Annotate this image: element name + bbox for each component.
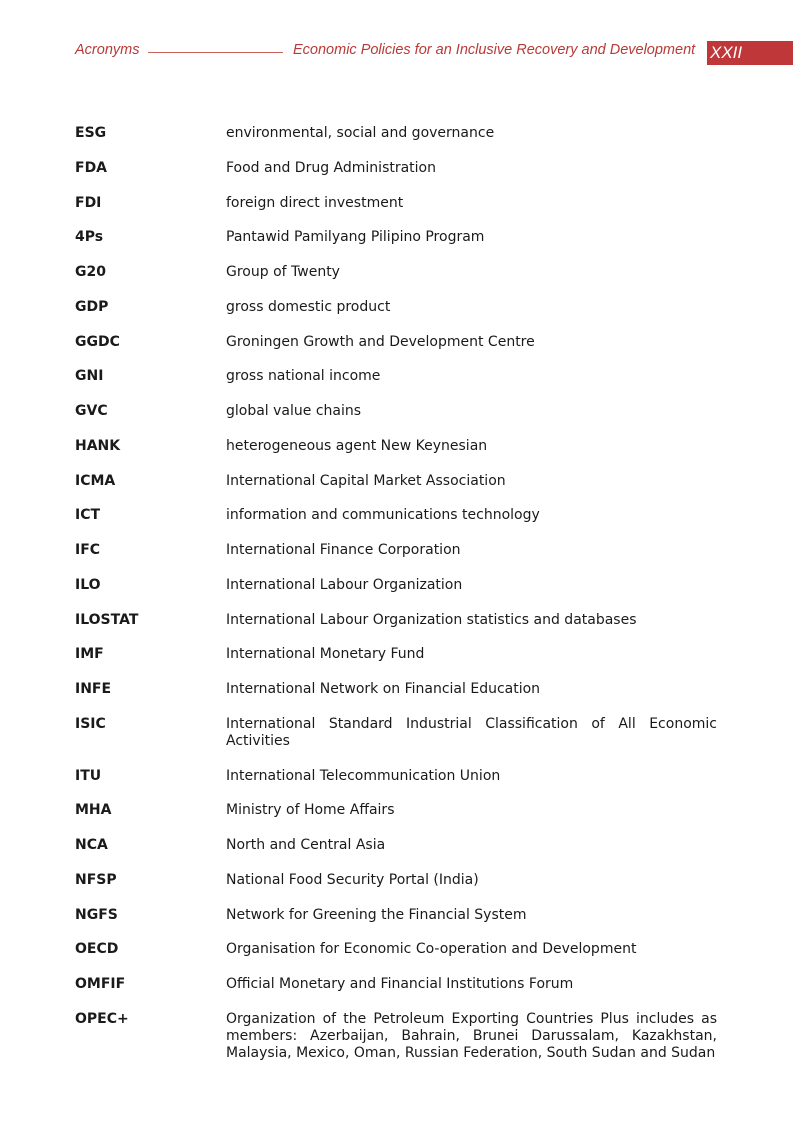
acronym-term: GGDC — [75, 333, 120, 350]
acronym-term: FDA — [75, 159, 108, 176]
acronym-definition: gross domestic product — [226, 298, 391, 315]
page-header — [0, 40, 793, 66]
acronym-row — [75, 264, 717, 281]
acronym-row — [75, 681, 717, 698]
acronym-row — [75, 403, 717, 420]
acronym-row — [75, 229, 717, 246]
acronym-definition: Ministry of Home Affairs — [226, 802, 395, 819]
acronym-definition: Official Monetary and Financial Institutions Forum — [226, 976, 574, 992]
acronym-term: ILOSTAT — [75, 611, 139, 628]
acronym-term: ITU — [75, 767, 102, 784]
acronym-row — [75, 1011, 717, 1062]
acronym-definition: International Finance Corporation — [226, 542, 461, 558]
acronym-term: IMF — [75, 646, 104, 663]
acronym-term: ESG — [75, 125, 107, 141]
acronym-term: ILO — [75, 576, 101, 593]
acronym-definition: environmental, social and governance — [226, 125, 495, 141]
acronym-definition: information and communications technology — [226, 507, 540, 524]
acronym-term: INFE — [75, 681, 112, 697]
acronym-row — [75, 577, 717, 594]
acronym-row — [75, 872, 717, 889]
acronym-term: GVC — [75, 403, 108, 419]
acronym-row — [75, 438, 717, 455]
acronym-term: 4Ps — [75, 229, 104, 246]
acronym-row — [75, 768, 717, 785]
acronym-definition: Organisation for Economic Co-operation and Development — [226, 941, 637, 958]
acronym-list — [75, 125, 717, 1080]
acronym-definition: International Labour Organization — [226, 576, 463, 593]
acronym-row — [75, 907, 717, 924]
acronym-term: G20 — [75, 264, 106, 280]
acronym-term: ISIC — [75, 715, 106, 732]
acronym-definition: foreign direct investment — [226, 194, 404, 211]
acronym-term: GNI — [75, 368, 104, 385]
acronym-term: NGFS — [75, 906, 118, 923]
acronym-definition: Food and Drug Administration — [226, 159, 436, 176]
acronym-term: ICT — [75, 507, 101, 524]
acronym-term: OPEC+ — [75, 1010, 129, 1027]
section-label: Acronyms — [75, 42, 140, 58]
acronym-row — [75, 612, 717, 629]
acronym-definition: International Monetary Fund — [226, 646, 425, 663]
acronym-definition: International Standard Industrial Classification of All Economic Activities — [226, 715, 717, 749]
acronym-definition: International Labour Organization statistics and databases — [226, 611, 637, 628]
acronym-definition: National Food Security Portal (India) — [226, 871, 479, 888]
acronym-definition: Group of Twenty — [226, 264, 340, 280]
acronym-row — [75, 507, 717, 524]
acronym-row — [75, 646, 717, 663]
acronym-definition: gross national income — [226, 368, 381, 385]
acronym-term: ICMA — [75, 472, 116, 489]
acronym-row — [75, 941, 717, 958]
acronym-definition: International Telecommunication Union — [226, 767, 501, 784]
acronym-definition: Network for Greening the Financial System — [226, 906, 527, 923]
acronym-definition: International Network on Financial Education — [226, 681, 541, 697]
acronym-row — [75, 334, 717, 351]
acronym-row — [75, 160, 717, 177]
book-title: Economic Policies for an Inclusive Recovery and Development — [293, 42, 696, 58]
acronym-row — [75, 195, 717, 212]
page-number-badge: XXII — [707, 41, 793, 65]
acronym-definition: heterogeneous agent New Keynesian — [226, 437, 488, 454]
acronym-definition: International Capital Market Association — [226, 472, 506, 489]
acronym-term: FDI — [75, 194, 102, 211]
acronym-term: MHA — [75, 802, 112, 819]
acronym-term: IFC — [75, 542, 101, 558]
acronym-definition: North and Central Asia — [226, 837, 386, 853]
acronym-row — [75, 716, 717, 750]
acronym-row — [75, 976, 717, 993]
acronym-term: NFSP — [75, 871, 117, 888]
acronym-definition: Organization of the Petroleum Exporting Countries Plus includes as members: Azerbaijan, Bahrain, Brunei Darussalam, Kazakhstan, Malaysia, Mexico, Oman, Russian Federation, South Sudan and Sudan — [226, 1010, 717, 1061]
acronym-row — [75, 802, 717, 819]
acronym-term: OECD — [75, 941, 119, 958]
acronym-term: GDP — [75, 298, 109, 315]
acronym-row — [75, 299, 717, 316]
acronym-row — [75, 125, 717, 142]
acronym-definition: Groningen Growth and Development Centre — [226, 333, 535, 350]
acronym-term: NCA — [75, 837, 108, 853]
acronym-term: HANK — [75, 437, 121, 454]
acronym-term: OMFIF — [75, 976, 126, 992]
acronym-definition: Pantawid Pamilyang Pilipino Program — [226, 229, 485, 246]
acronym-definition: global value chains — [226, 403, 362, 419]
acronym-row — [75, 542, 717, 559]
acronym-row — [75, 837, 717, 854]
header-divider — [148, 52, 283, 53]
acronym-row — [75, 473, 717, 490]
acronym-row — [75, 368, 717, 385]
